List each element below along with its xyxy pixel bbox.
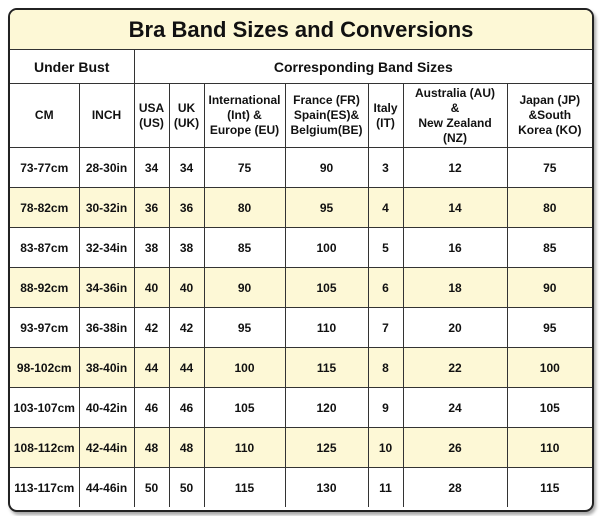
header-line: Europe (EU) bbox=[209, 123, 280, 137]
col-usa-cell: 44 bbox=[134, 348, 169, 388]
col-australia-cell: 22 bbox=[403, 348, 507, 388]
col-france-cell: 110 bbox=[285, 308, 368, 348]
col-uk-cell: 36 bbox=[169, 188, 204, 228]
col-cm-cell: 93-97cm bbox=[10, 308, 79, 348]
header-line: INCH bbox=[91, 108, 122, 122]
col-usa-cell: 42 bbox=[134, 308, 169, 348]
table-row bbox=[10, 388, 592, 428]
table-body bbox=[10, 148, 592, 508]
table-row bbox=[10, 228, 592, 268]
col-international-cell: 75 bbox=[204, 148, 285, 188]
header-line: International bbox=[208, 93, 281, 107]
col-uk-cell: 42 bbox=[169, 308, 204, 348]
col-cm-cell: 113-117cm bbox=[10, 468, 79, 508]
col-usa-cell: 46 bbox=[134, 388, 169, 428]
col-japan-cell: 90 bbox=[507, 268, 592, 308]
header-line: New Zealand bbox=[418, 115, 492, 130]
col-cm-cell: 88-92cm bbox=[10, 268, 79, 308]
table-title: Bra Band Sizes and Conversions bbox=[10, 10, 592, 50]
col-australia-cell: 16 bbox=[403, 228, 507, 268]
band-size-table bbox=[10, 10, 592, 507]
col-france-cell: 120 bbox=[285, 388, 368, 428]
header-line: &South bbox=[528, 108, 572, 122]
header-line: (NZ) bbox=[443, 130, 467, 145]
col-france-cell: 90 bbox=[285, 148, 368, 188]
col-inch-header bbox=[79, 84, 134, 148]
col-uk-cell: 46 bbox=[169, 388, 204, 428]
col-inch-cell: 34-36in bbox=[79, 268, 134, 308]
header-line: Japan (JP) bbox=[519, 93, 581, 107]
table-row bbox=[10, 148, 592, 188]
col-italy-cell: 10 bbox=[368, 428, 403, 468]
table-row bbox=[10, 468, 592, 508]
col-australia-cell: 14 bbox=[403, 188, 507, 228]
header-line: (Int) & bbox=[227, 108, 262, 122]
col-france-cell: 95 bbox=[285, 188, 368, 228]
table-row bbox=[10, 308, 592, 348]
header-line: Australia (AU) bbox=[414, 85, 495, 100]
header-line: (IT) bbox=[376, 115, 395, 130]
column-header-row bbox=[10, 84, 592, 148]
table-row bbox=[10, 348, 592, 388]
col-japan-cell: 105 bbox=[507, 388, 592, 428]
col-inch-cell: 30-32in bbox=[79, 188, 134, 228]
header-line: UK bbox=[177, 100, 196, 115]
header-line: Spain(ES)& bbox=[293, 108, 360, 122]
col-italy-cell: 5 bbox=[368, 228, 403, 268]
col-australia-header bbox=[403, 84, 507, 148]
col-uk-header bbox=[169, 84, 204, 148]
header-line: Belgium(BE) bbox=[290, 123, 363, 137]
col-usa-cell: 34 bbox=[134, 148, 169, 188]
col-international-cell: 90 bbox=[204, 268, 285, 308]
col-france-cell: 100 bbox=[285, 228, 368, 268]
col-japan-cell: 100 bbox=[507, 348, 592, 388]
col-japan-cell: 80 bbox=[507, 188, 592, 228]
col-international-cell: 85 bbox=[204, 228, 285, 268]
header-line: France (FR) bbox=[293, 93, 360, 107]
col-australia-cell: 12 bbox=[403, 148, 507, 188]
col-cm-cell: 98-102cm bbox=[10, 348, 79, 388]
col-usa-cell: 36 bbox=[134, 188, 169, 228]
col-usa-cell: 48 bbox=[134, 428, 169, 468]
table-row bbox=[10, 428, 592, 468]
col-cm-cell: 83-87cm bbox=[10, 228, 79, 268]
col-japan-cell: 75 bbox=[507, 148, 592, 188]
col-international-cell: 80 bbox=[204, 188, 285, 228]
col-australia-cell: 26 bbox=[403, 428, 507, 468]
col-japan-cell: 85 bbox=[507, 228, 592, 268]
col-cm-cell: 78-82cm bbox=[10, 188, 79, 228]
col-inch-cell: 32-34in bbox=[79, 228, 134, 268]
col-france-cell: 115 bbox=[285, 348, 368, 388]
col-cm-header bbox=[10, 84, 79, 148]
col-japan-cell: 115 bbox=[507, 468, 592, 508]
col-international-cell: 110 bbox=[204, 428, 285, 468]
col-italy-cell: 6 bbox=[368, 268, 403, 308]
header-line: (UK) bbox=[173, 115, 200, 130]
col-japan-header bbox=[507, 84, 592, 148]
header-line: Korea (KO) bbox=[518, 123, 582, 137]
col-japan-cell: 95 bbox=[507, 308, 592, 348]
col-uk-cell: 38 bbox=[169, 228, 204, 268]
col-usa-header bbox=[134, 84, 169, 148]
col-uk-cell: 48 bbox=[169, 428, 204, 468]
col-france-cell: 130 bbox=[285, 468, 368, 508]
col-japan-cell: 110 bbox=[507, 428, 592, 468]
col-italy-cell: 7 bbox=[368, 308, 403, 348]
col-italy-cell: 11 bbox=[368, 468, 403, 508]
col-uk-cell: 40 bbox=[169, 268, 204, 308]
size-chart-frame bbox=[8, 8, 594, 512]
col-uk-cell: 44 bbox=[169, 348, 204, 388]
col-international-cell: 115 bbox=[204, 468, 285, 508]
col-cm-cell: 103-107cm bbox=[10, 388, 79, 428]
col-france-cell: 105 bbox=[285, 268, 368, 308]
col-italy-cell: 8 bbox=[368, 348, 403, 388]
col-usa-cell: 38 bbox=[134, 228, 169, 268]
col-australia-cell: 24 bbox=[403, 388, 507, 428]
under-bust-header: Under Bust bbox=[10, 50, 134, 84]
header-line: Italy bbox=[373, 100, 398, 115]
col-france-header bbox=[285, 84, 368, 148]
col-usa-cell: 40 bbox=[134, 268, 169, 308]
col-international-header bbox=[204, 84, 285, 148]
corresponding-band-sizes-header: Corresponding Band Sizes bbox=[134, 50, 592, 84]
col-uk-cell: 34 bbox=[169, 148, 204, 188]
header-line: (US) bbox=[139, 115, 164, 130]
col-inch-cell: 42-44in bbox=[79, 428, 134, 468]
col-inch-cell: 38-40in bbox=[79, 348, 134, 388]
header-line: & bbox=[450, 100, 460, 115]
col-international-cell: 105 bbox=[204, 388, 285, 428]
col-italy-cell: 9 bbox=[368, 388, 403, 428]
header-line: USA bbox=[138, 100, 165, 115]
col-italy-cell: 4 bbox=[368, 188, 403, 228]
table-row bbox=[10, 268, 592, 308]
col-inch-cell: 40-42in bbox=[79, 388, 134, 428]
col-inch-cell: 28-30in bbox=[79, 148, 134, 188]
col-inch-cell: 36-38in bbox=[79, 308, 134, 348]
col-australia-cell: 18 bbox=[403, 268, 507, 308]
col-france-cell: 125 bbox=[285, 428, 368, 468]
col-uk-cell: 50 bbox=[169, 468, 204, 508]
col-cm-cell: 108-112cm bbox=[10, 428, 79, 468]
col-australia-cell: 28 bbox=[403, 468, 507, 508]
col-international-cell: 100 bbox=[204, 348, 285, 388]
table-row bbox=[10, 188, 592, 228]
col-cm-cell: 73-77cm bbox=[10, 148, 79, 188]
header-line: CM bbox=[34, 108, 54, 122]
col-usa-cell: 50 bbox=[134, 468, 169, 508]
col-inch-cell: 44-46in bbox=[79, 468, 134, 508]
col-international-cell: 95 bbox=[204, 308, 285, 348]
col-italy-header bbox=[368, 84, 403, 148]
col-australia-cell: 20 bbox=[403, 308, 507, 348]
col-italy-cell: 3 bbox=[368, 148, 403, 188]
